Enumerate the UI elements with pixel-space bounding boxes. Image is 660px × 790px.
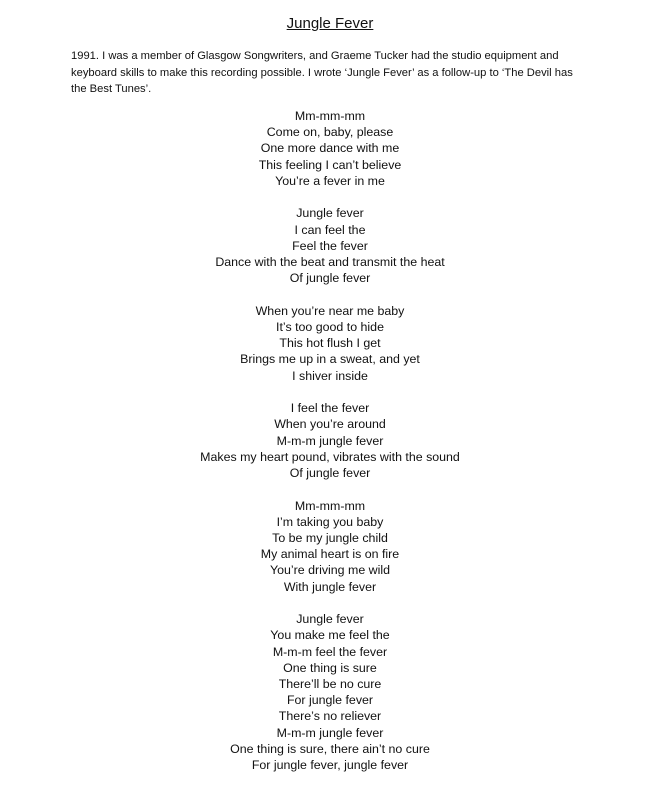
lyric-line: This feeling I can’t believe xyxy=(258,157,402,172)
lyric-stanza xyxy=(0,108,660,189)
intro-paragraph: 1991. I was a member of Glasgow Songwriters, and Graeme Tucker had the studio equipment and keyboard skills to make this recording possible. I wrote ‘Jungle Fever’ as a follow-up to ‘The Devil has the Best Tunes’. xyxy=(71,50,573,95)
lyric-line: When you’re around xyxy=(274,417,386,432)
lyric-line: You’re driving me wild xyxy=(269,563,391,578)
lyric-line: Come on, baby, please xyxy=(266,125,394,140)
lyric-line: M-m-m jungle fever xyxy=(276,725,384,740)
lyric-stanza xyxy=(0,498,660,595)
lyric-stanza xyxy=(0,611,660,773)
lyric-line: I can feel the xyxy=(294,222,366,237)
lyric-line: I’m taking you baby xyxy=(276,514,384,529)
lyric-stanza xyxy=(0,205,660,286)
page-title: Jungle Fever xyxy=(286,15,374,32)
lyric-line: To be my jungle child xyxy=(272,531,388,546)
lyric-line: This hot flush I get xyxy=(279,336,381,351)
lyric-line: Jungle fever xyxy=(296,612,364,627)
lyric-line: I shiver inside xyxy=(292,368,368,383)
lyric-line: M-m-m jungle fever xyxy=(276,433,384,448)
lyric-line: One thing is sure, there ain’t no cure xyxy=(230,741,430,756)
lyric-line: My animal heart is on fire xyxy=(260,547,400,562)
lyric-line: Brings me up in a sweat, and yet xyxy=(240,352,420,367)
lyric-line: You’re a fever in me xyxy=(275,173,385,188)
lyric-line: Mm-mm-mm xyxy=(294,109,366,123)
lyric-line: It’s too good to hide xyxy=(276,320,384,335)
lyric-stanza xyxy=(0,303,660,384)
lyric-line: For jungle fever xyxy=(286,693,374,708)
lyric-line: Of jungle fever xyxy=(289,466,371,481)
lyric-line: There’s no reliever xyxy=(278,709,382,724)
lyric-line: When you’re near me baby xyxy=(255,303,405,318)
lyric-line: With jungle fever xyxy=(283,579,377,594)
lyric-line: Feel the fever xyxy=(292,238,368,253)
lyrics-block xyxy=(0,108,660,790)
lyric-line: Mm-mm-mm xyxy=(294,498,366,513)
lyric-line: Jungle fever xyxy=(296,206,364,221)
lyric-line: There’ll be no cure xyxy=(278,677,382,692)
lyric-line: I feel the fever xyxy=(290,401,370,416)
lyric-line: You make me feel the xyxy=(270,628,390,643)
lyric-line: Makes my heart pound, vibrates with the sound xyxy=(200,449,460,464)
lyric-stanza xyxy=(0,400,660,481)
lyric-line: One more dance with me xyxy=(260,141,400,156)
lyric-line: For jungle fever, jungle fever xyxy=(251,758,409,773)
lyric-line: Dance with the beat and transmit the heat xyxy=(215,255,445,270)
lyric-line: M-m-m feel the fever xyxy=(272,644,388,659)
lyric-line: One thing is sure xyxy=(283,660,377,675)
lyric-line: Of jungle fever xyxy=(289,271,371,286)
